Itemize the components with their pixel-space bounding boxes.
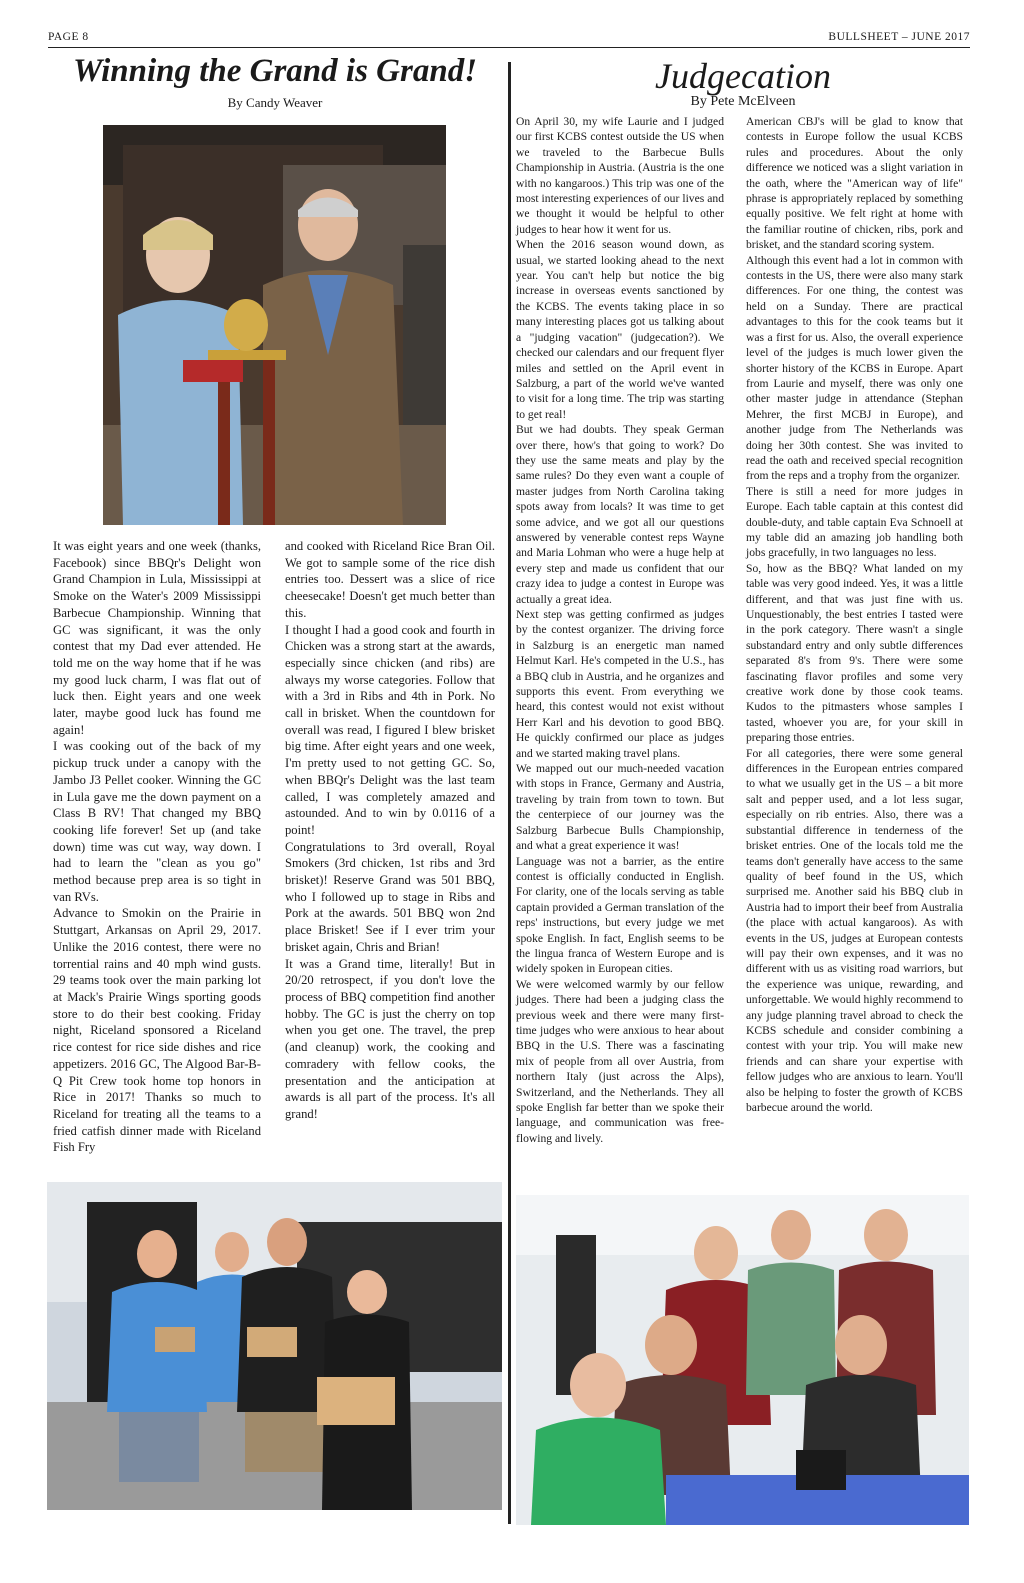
page-header: [48, 30, 970, 48]
paragraph: For all categories, there were some general differences in the European entries compared to what we usually get in the US – a bit more salt and pepper used, and a lot less sugar, especially on rib entries. Also, there was a substantial difference in tenderness of the brisket entries. One of the locals told me the teams don't generally have access to the same quality of beef found in the US, which surprised me. Another said his BBQ club in Austria had to import their beef from Australia (the place with actual kangaroos). As with events in the US, judges at European contests will pay their own expenses, and it was no different with us as visiting road warriors, but the experience was unique, rewarding, and unforgettable. We would highly recommend to any judge planning travel abroad to check the KCBS schedule and consider combining a contest with your trip. You will make new friends and can share your expertise with fellow judges who are anxious to learn. You'll also be helping to foster the growth of KCBS barbecue around the world.: [746, 746, 963, 1114]
article-left-column-1: [53, 538, 261, 1156]
paragraph: It was eight years and one week (thanks, Facebook) since BBQr's Delight won Grand Champion in Lula, Mississippi at Smoke on the Water's 2009 Mississippi Barbecue Championship. Winning that GC was significant, it was the only contest that my Dad ever attended. He told me on the way home that if he was my good luck charm, I was flat out of luck then. Eight years and one week later, maybe good luck has found me again!: [53, 539, 261, 737]
paragraph: Although this event had a lot in common with contests in the US, there were also many stark differences. For one thing, the contest was held on a Sunday. There are practical advantages to this for the cook teams but it was a first for us. Also, the overall experience level of the judges is much lower given the shorter history of the KCBS in Europe. Apart from Laurie and myself, there was only one other master judge in attendance (Stephan Mehrer, the first MCBJ in Europe), and another judge from The Netherlands was doing her 30th contest. She was invited to read the oath and received special recognition from the reps and a trophy from the organizer.: [746, 253, 963, 483]
paragraph: Congratulations to 3rd overall, Royal Smokers (3rd chicken, 1st ribs and 3rd brisket)! Reserve Grand was 501 BBQ, who I followed up to stage in Ribs and Pork at the awards. 501 BBQ won 2nd place Brisket! See if I ever trim your brisket again, Chris and Brian!: [285, 839, 495, 954]
team-awards-photo: [47, 1182, 502, 1510]
paragraph: We were welcomed warmly by our fellow judges. There had been a judging class the previous week and there were many first-time judges who were anxious to hear about BBQ in the U.S. There was a fascinating mix of people from all over Austria, from northern Italy (just across the Alps), Switzerland, and the Netherlands. They all spoke English far better than we spoke their language, and communication was free-flowing and lively.: [516, 977, 724, 1145]
article-title-right: Judgecation: [655, 56, 831, 96]
paragraph: It was a Grand time, literally! But in 20/20 retrospect, if you don't love the process of BBQ competition find another hobby. The GC is just the cherry on top when you get one. The travel, the prep (and cleanup) work, the cooking and comradery with fellow cooks, the presentation and the anticipation at awards is all part of the process. It's all grand!: [285, 956, 495, 1121]
trophy-photo: [103, 125, 446, 525]
byline-left: By Candy Weaver: [227, 95, 323, 110]
byline-right: By Pete McElveen: [690, 94, 796, 109]
paragraph: Language was not a barrier, as the entire contest is officially conducted in English. For clarity, one of the locals serving as table captain provided a German translation of the reps' instructions, but every judge we met spoke English. In fact, English seems to be the lingua franca of Western Europe and is widely spoken in European cities.: [516, 854, 724, 976]
article-right-column-1: [516, 114, 724, 1146]
paragraph: On April 30, my wife Laurie and I judged our first KCBS contest outside the US when we traveled to the Barbecue Bulls Championship in Austria. (Austria is the one with no kangaroos.) This trip was one of the most interesting experiences of our lives and we thought it would be helpful to other judges to hear how it went for us.: [516, 115, 724, 236]
paragraph: Next step was getting confirmed as judges by the contest organizer. The driving force in Salzburg is an energetic man named Helmut Karl. He's competed in the U.S., has a BBQ club in Austria, and he organizes and supports this event. From everything we heard, this contest would not exist without Herr Karl and his devotion to good BBQ. He quickly confirmed our place as judges and we started making travel plans.: [516, 608, 724, 760]
page-number: PAGE 8: [48, 31, 89, 43]
paragraph: But we had doubts. They speak German over there, how's that going to work? Do they use the same meats and play by the same rules? Do they even want a couple of master judges from North Carolina taking spots away from locals? It was time to get some advice, and we got all our questions answered by venerable contest reps Wayne and Maria Lohman who were a huge help at every step and made us confident that our crazy idea to judge a contest in Europe was actually a great idea.: [516, 423, 724, 606]
paragraph: American CBJ's will be glad to know that contests in Europe follow the usual KCBS rules and procedures. About the only difference we noticed was a slight variation in the oath, where the "American way of life" phrase is appropriately replaced by something equally positive. We felt right at home with the familiar routine of chicken, ribs, pork and brisket, and the standard scoring system.: [746, 115, 963, 252]
paragraph: There is still a need for more judges in Europe. Each table captain at this contest did double-duty, and table captain Eva Schnoell at my table did an amazing job handling both jobs gracefully, in two languages no less.: [746, 484, 963, 560]
column-divider: [508, 62, 511, 1524]
paragraph: Advance to Smokin on the Prairie in Stuttgart, Arkansas on April 29, 2017. Unlike the 2016 contest, there were no torrential rains and 40 mph wind gusts. 29 teams took over the main parking lot at Mack's Prairie Wings sporting goods store to do their best cooking. Friday night, Riceland sponsored a Riceland rice contest for rice side dishes and rice appetizers. 2016 GC, The Algood Bar-B-Q Pit Crew took home top honors in Rice in 2017! Thanks so much to Riceland for treating all the teams to a fried catfish dinner made with Riceland Fish Fry: [53, 906, 261, 1155]
paragraph: I thought I had a good cook and fourth in Chicken was a strong start at the awards, especially since chicken (and ribs) are always my worse categories. Follow that with a 3rd in Ribs and 4th in Pork. No call in brisket. When the countdown for overall was read, I figured I blew brisket big time. After eight years and one week, I'm pretty used to not getting GC. So, when BBQr's Delight was the last team called, I was completely amazed and astounded. And to win by 0.0116 of a point!: [285, 622, 495, 837]
paragraph: When the 2016 season wound down, as usual, we started looking ahead to the next year. You can't help but notice the big increase in overseas events sanctioned by the KCBS. The events taking place in so many interesting places got us talking about a "judging vacation" (judgecation?). We checked our calendars and our frequent flyer miles and settled on the April event in Salzburg, a part of the world we've wanted to visit for a long time. The trip was starting to get real!: [516, 238, 724, 421]
article-right-column-2: [746, 114, 963, 1115]
issue-label: BULLSHEET – JUNE 2017: [828, 31, 970, 43]
paragraph: and cooked with Riceland Rice Bran Oil. We got to sample some of the rice dish entries too. Dessert was a slice of rice cheesecake! Doesn't get much better than this.: [285, 539, 495, 620]
paragraph: We mapped out our much-needed vacation with stops in France, Germany and Austria, traveling by train from town to town. But the centerpiece of our journey was the Salzburg Barbecue Bulls Championship, and what a great experience it was!: [516, 762, 724, 853]
judges-group-photo: [516, 1195, 969, 1525]
paragraph: I was cooking out of the back of my pickup truck under a canopy with the Jambo J3 Pellet cooker. Winning the GC in Lula gave me the down payment on a Class B RV! That changed my BBQ cooking life forever! Set up (and take down) time was cut way, way down. I had to learn the "clean as you go" method because prep area is so tight in van RVs.: [53, 739, 261, 904]
article-left-column-2: [285, 538, 495, 1123]
paragraph: So, how as the BBQ? What landed on my table was very good indeed. Yes, it was a little different, and that was just fine with us. Unquestionably, the best entries I tasted were in the pork category. There wasn't a single substandard entry and only subtle differences separated 8's from 9's. There were some fascinating flavor profiles and some very creative work done by those cook teams. Kudos to the pitmasters whose samples I tasted, whoever you are, for your skill in preparing those entries.: [746, 561, 963, 745]
article-title-left: Winning the Grand is Grand!: [72, 53, 478, 89]
